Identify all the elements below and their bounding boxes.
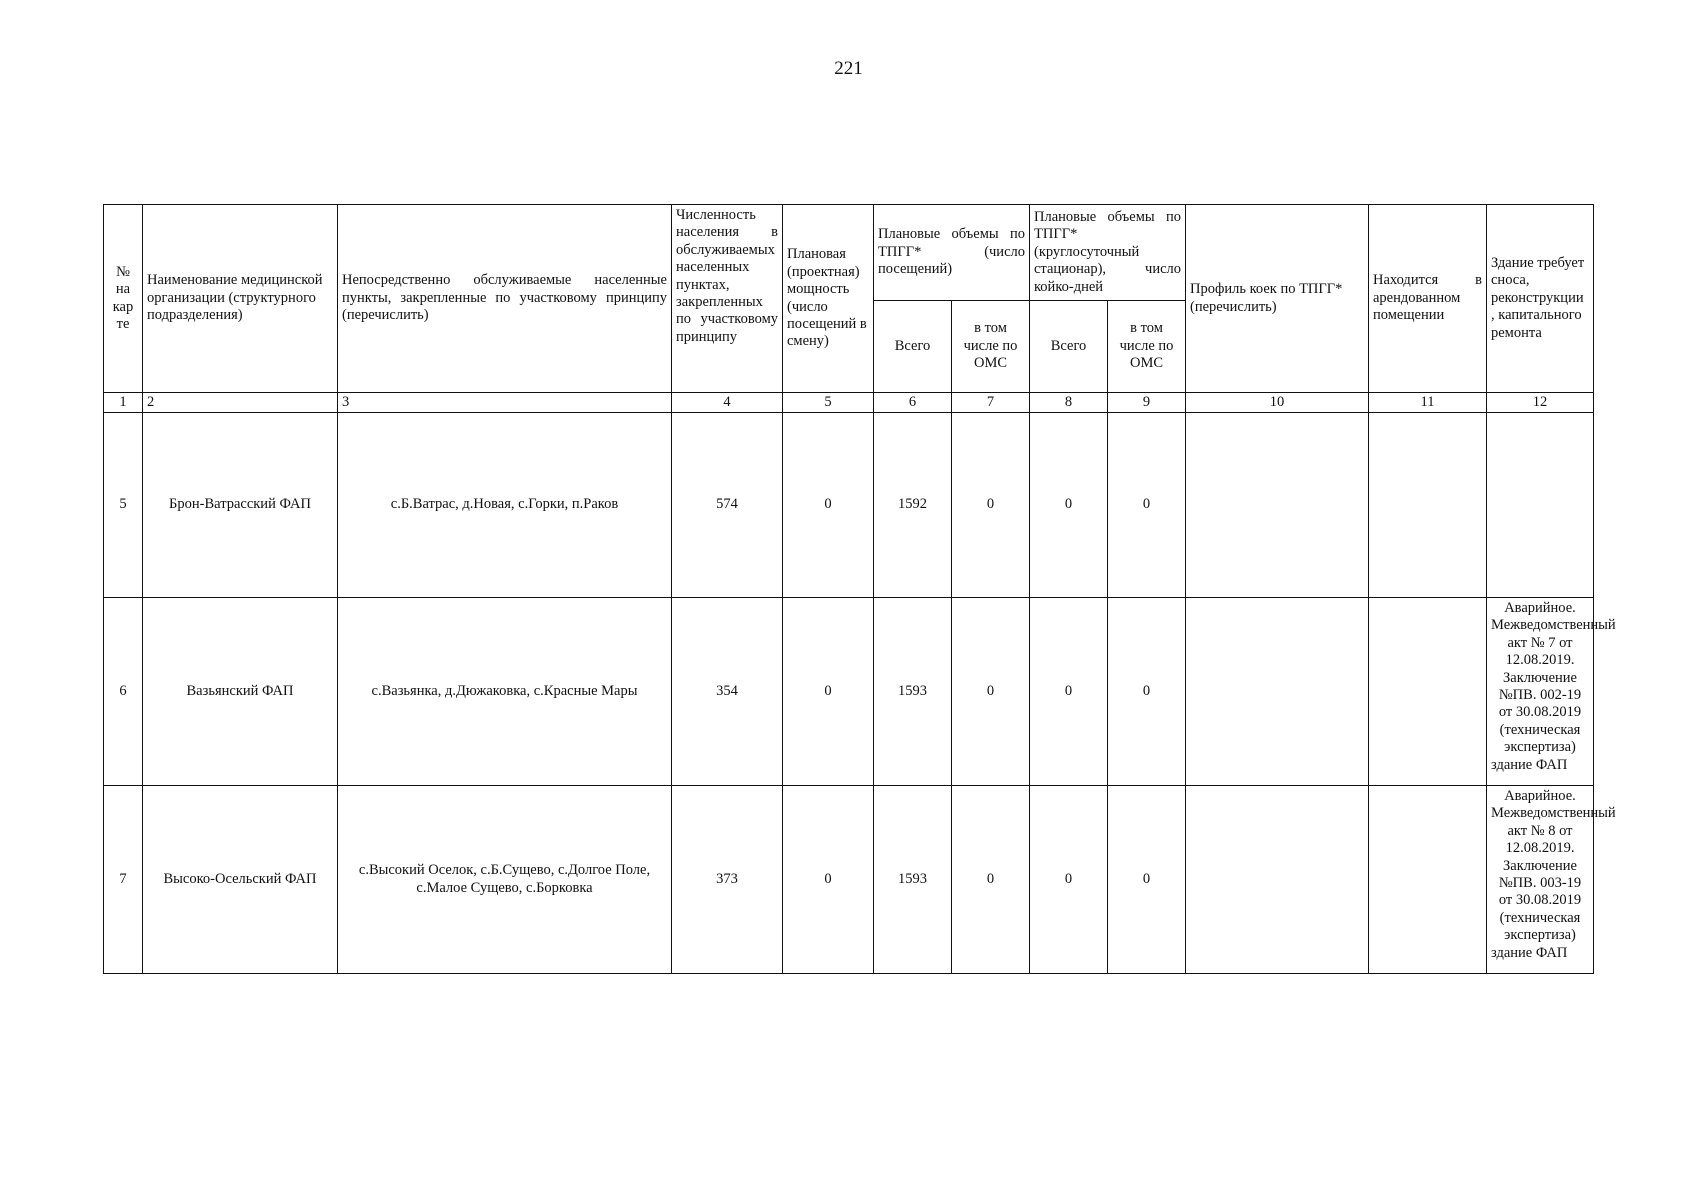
cell-rented xyxy=(1369,598,1487,786)
column-numbers-row xyxy=(104,393,1594,413)
cell-num: 5 xyxy=(104,413,143,598)
cell-num: 7 xyxy=(104,786,143,974)
cell-settlements: с.Вазьянка, д.Дюжаковка, с.Красные Мары xyxy=(338,598,672,786)
cell-note: Аварийное. Межведомственный акт № 7 от 12.08.2019. Заключение №ПВ. 002-19 от 30.08.2019 (техническая экспертиза) здание ФАП xyxy=(1487,598,1594,786)
cell-capacity: 0 xyxy=(783,413,874,598)
header-org-name: Наименование медицинской организации (структурного подразделения) xyxy=(143,205,338,393)
column-number: 6 xyxy=(874,393,952,413)
cell-capacity: 0 xyxy=(783,786,874,974)
cell-population: 354 xyxy=(672,598,783,786)
cell-settlements: с.Высокий Оселок, с.Б.Сущево, с.Долгое Поле, с.Малое Сущево, с.Борковка xyxy=(338,786,672,974)
cell-bed-profile xyxy=(1186,786,1369,974)
cell-bed-profile xyxy=(1186,598,1369,786)
facilities-table xyxy=(103,204,1616,974)
header-demolition: Здание требует сноса, реконструкции , капитального ремонта xyxy=(1487,205,1594,393)
cell-bed-profile xyxy=(1186,413,1369,598)
cell-visits-total: 1592 xyxy=(874,413,952,598)
header-beds-total: Всего xyxy=(1030,301,1108,393)
cell-beds-total: 0 xyxy=(1030,786,1108,974)
cell-org-name: Вазьянский ФАП xyxy=(143,598,338,786)
cell-rented xyxy=(1369,413,1487,598)
column-number: 3 xyxy=(338,393,672,413)
header-beds-oms: в том числе по ОМС xyxy=(1108,301,1186,393)
page-number: 221 xyxy=(834,58,863,79)
cell-org-name: Брон-Ватрасский ФАП xyxy=(143,413,338,598)
header-visits-oms: в том числе по ОМС xyxy=(952,301,1030,393)
column-number: 4 xyxy=(672,393,783,413)
column-number: 12 xyxy=(1487,393,1594,413)
cell-beds-total: 0 xyxy=(1030,598,1108,786)
cell-beds-oms: 0 xyxy=(1108,413,1186,598)
column-number: 10 xyxy=(1186,393,1369,413)
header-settlements: Непосредственно обслуживаемые населенные пункты, закрепленные по участковому принципу (перечислить) xyxy=(338,205,672,393)
cell-org-name: Высоко-Осельский ФАП xyxy=(143,786,338,974)
table-row xyxy=(104,786,1594,974)
column-number: 8 xyxy=(1030,393,1108,413)
header-beds-group: Плановые объемы по ТПГГ* (круглосуточный стационар), число койко-дней xyxy=(1030,205,1186,301)
cell-capacity: 0 xyxy=(783,598,874,786)
cell-num: 6 xyxy=(104,598,143,786)
table-row xyxy=(104,413,1594,598)
header-bed-profile: Профиль коек по ТПГГ* (перечислить) xyxy=(1186,205,1369,393)
cell-visits-oms: 0 xyxy=(952,598,1030,786)
cell-note xyxy=(1487,413,1594,598)
cell-visits-total: 1593 xyxy=(874,598,952,786)
cell-visits-total: 1593 xyxy=(874,786,952,974)
column-number: 1 xyxy=(104,393,143,413)
cell-beds-oms: 0 xyxy=(1108,598,1186,786)
cell-note: Аварийное. Межведомственный акт № 8 от 12.08.2019. Заключение №ПВ. 003-19 от 30.08.2019 (техническая экспертиза) здание ФАП xyxy=(1487,786,1594,974)
column-number: 7 xyxy=(952,393,1030,413)
cell-rented xyxy=(1369,786,1487,974)
table-row xyxy=(104,598,1594,786)
header-population: Численность населения в обслуживаемых населенных пунктах, закрепленных по участковому принципу xyxy=(672,205,783,393)
header-visits-total: Всего xyxy=(874,301,952,393)
cell-settlements: с.Б.Ватрас, д.Новая, с.Горки, п.Раков xyxy=(338,413,672,598)
header-num-on-map: № на кар те xyxy=(104,205,143,393)
column-number: 2 xyxy=(143,393,338,413)
cell-visits-oms: 0 xyxy=(952,786,1030,974)
cell-visits-oms: 0 xyxy=(952,413,1030,598)
column-number: 9 xyxy=(1108,393,1186,413)
column-number: 11 xyxy=(1369,393,1487,413)
cell-population: 574 xyxy=(672,413,783,598)
cell-population: 373 xyxy=(672,786,783,974)
column-number: 5 xyxy=(783,393,874,413)
header-rented: Находится в арендованном помещении xyxy=(1369,205,1487,393)
header-visits-group: Плановые объемы по ТПГГ* (число посещений) xyxy=(874,205,1030,301)
header-capacity: Плановая (проектная) мощность (число посещений в смену) xyxy=(783,205,874,393)
cell-beds-total: 0 xyxy=(1030,413,1108,598)
cell-beds-oms: 0 xyxy=(1108,786,1186,974)
